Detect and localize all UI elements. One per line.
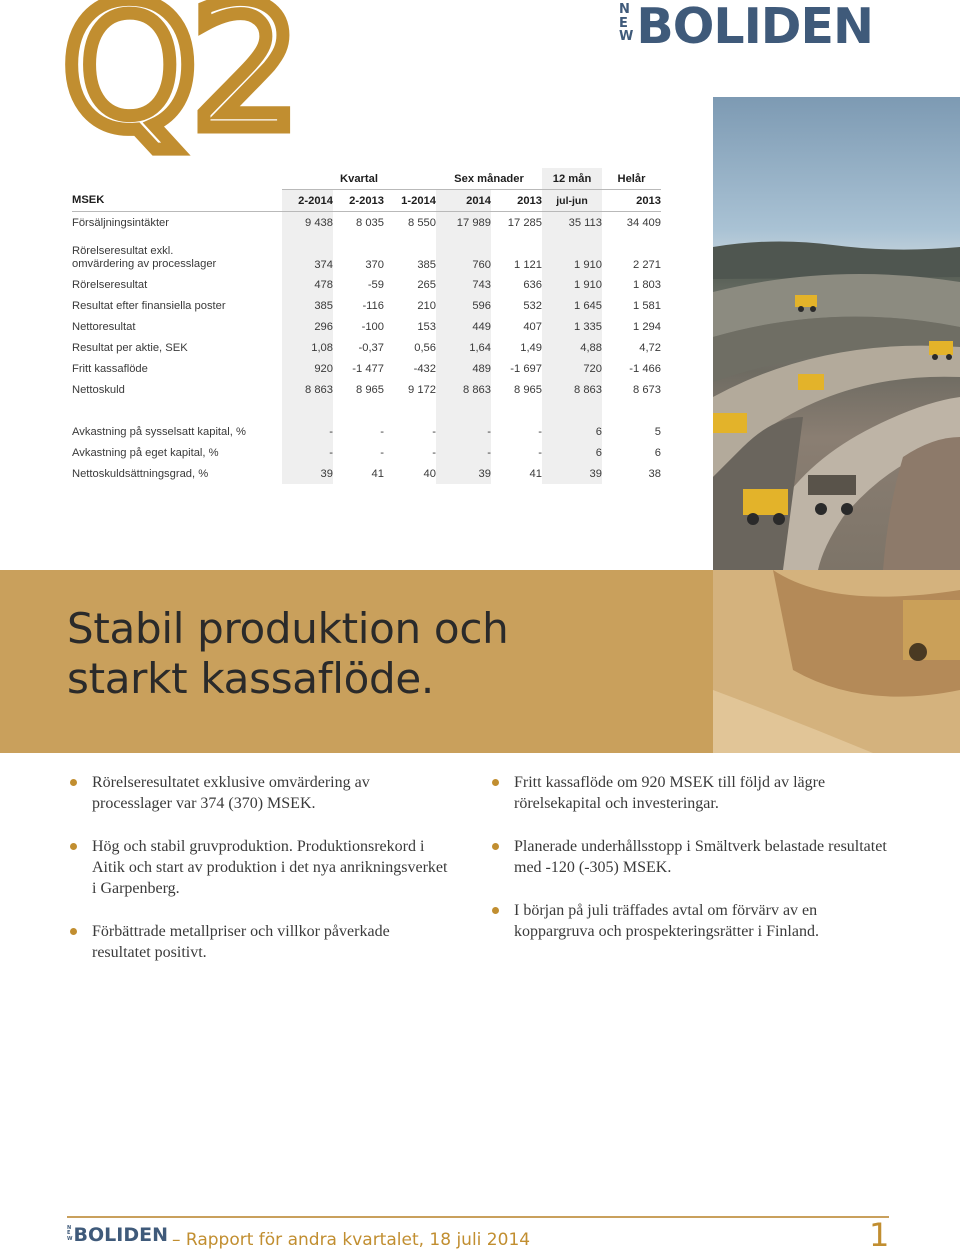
mine-photo xyxy=(713,97,960,570)
table-row: Nettoskuldsättningsgrad, % 39 41 40 39 41 39 38 xyxy=(72,463,661,484)
table-row: Nettoskuld 8 863 8 965 9 172 8 863 8 965 8 863 8 673 xyxy=(72,379,661,400)
column-header: 2-2013 xyxy=(333,190,384,212)
table-row: Rörelseresultat exkl. omvärdering av processlager 374 370 385 760 1 121 1 910 2 271 xyxy=(72,233,661,274)
footer-logo: N E W BOLIDEN xyxy=(67,1224,168,1246)
bullet-item: Rörelseresultatet exklusive omvärdering av processlager var 374 (370) MSEK. xyxy=(70,772,450,814)
column-header: 1-2014 xyxy=(384,190,436,212)
bullet-item: Förbättrade metallpriser och villkor påverkade resultatet positivt. xyxy=(70,921,450,963)
column-header: 2013 xyxy=(491,190,542,212)
table-group-header xyxy=(72,168,661,190)
table-row: Avkastning på sysselsatt kapital, % - - - - - 6 5 xyxy=(72,421,661,442)
table-row: Nettoresultat 296 -100 153 449 407 1 335 1 294 xyxy=(72,316,661,337)
bullet-item: Hög och stabil gruvproduktion. Produktionsrekord i Aitik och start av produktion i det nya anrikningsverket i Garpenberg. xyxy=(70,836,450,899)
footer-divider xyxy=(67,1216,889,1218)
bullet-dot-icon xyxy=(70,779,77,786)
logo-name: BOLIDEN xyxy=(636,0,873,55)
bullets-left xyxy=(70,772,450,985)
group-kvartal: Kvartal xyxy=(282,168,436,190)
table-row: Försäljningsintäkter 9 438 8 035 8 550 17 989 17 285 35 113 34 409 xyxy=(72,212,661,234)
boliden-logo xyxy=(619,0,873,55)
column-header: 2-2014 xyxy=(282,190,333,212)
table-row: Resultat efter finansiella poster 385 -116 210 596 532 1 645 1 581 xyxy=(72,295,661,316)
mine-photo-lower xyxy=(713,570,960,753)
table-row: Avkastning på eget kapital, % - - - - - 6 6 xyxy=(72,442,661,463)
bullet-dot-icon xyxy=(70,928,77,935)
headline: Stabil produktion och starkt kassaflöde. xyxy=(67,604,509,703)
page-number: 1 xyxy=(869,1216,890,1254)
bullet-dot-icon xyxy=(492,843,499,850)
column-header: 2013 xyxy=(602,190,661,212)
group-12-man: 12 mån xyxy=(542,168,602,190)
table-column-header xyxy=(72,190,661,212)
column-header: MSEK xyxy=(72,190,282,212)
key-figures-table xyxy=(72,168,661,484)
bullet-dot-icon xyxy=(492,907,499,914)
footer-text: – Rapport för andra kvartalet, 18 juli 2014 xyxy=(172,1230,531,1250)
bullet-dot-icon xyxy=(492,779,499,786)
column-header: 2014 xyxy=(436,190,491,212)
table-row: Rörelseresultat 478 -59 265 743 636 1 910 1 803 xyxy=(72,274,661,295)
bullet-item: I början på juli träffades avtal om förvärv av en koppargruva och prospekteringsrätter i Finland. xyxy=(492,900,892,942)
bullet-item: Fritt kassaflöde om 920 MSEK till följd av lägre rörelsekapital och investeringar. xyxy=(492,772,892,814)
column-header: jul-jun xyxy=(542,190,602,212)
group-helar: Helår xyxy=(602,168,661,190)
table-spacer xyxy=(72,400,661,421)
bullet-dot-icon xyxy=(70,843,77,850)
logo-new-text: N E W xyxy=(619,2,634,44)
table-row: Resultat per aktie, SEK 1,08 -0,37 0,56 1,64 1,49 4,88 4,72 xyxy=(72,337,661,358)
group-sex-manader: Sex månader xyxy=(436,168,542,190)
bullet-item: Planerade underhållsstopp i Smältverk belastade resultatet med -120 (-305) MSEK. xyxy=(492,836,892,878)
quarter-title: Q2 xyxy=(62,0,295,168)
table-row: Fritt kassaflöde 920 -1 477 -432 489 -1 697 720 -1 466 xyxy=(72,358,661,379)
bullets-right xyxy=(492,772,892,964)
